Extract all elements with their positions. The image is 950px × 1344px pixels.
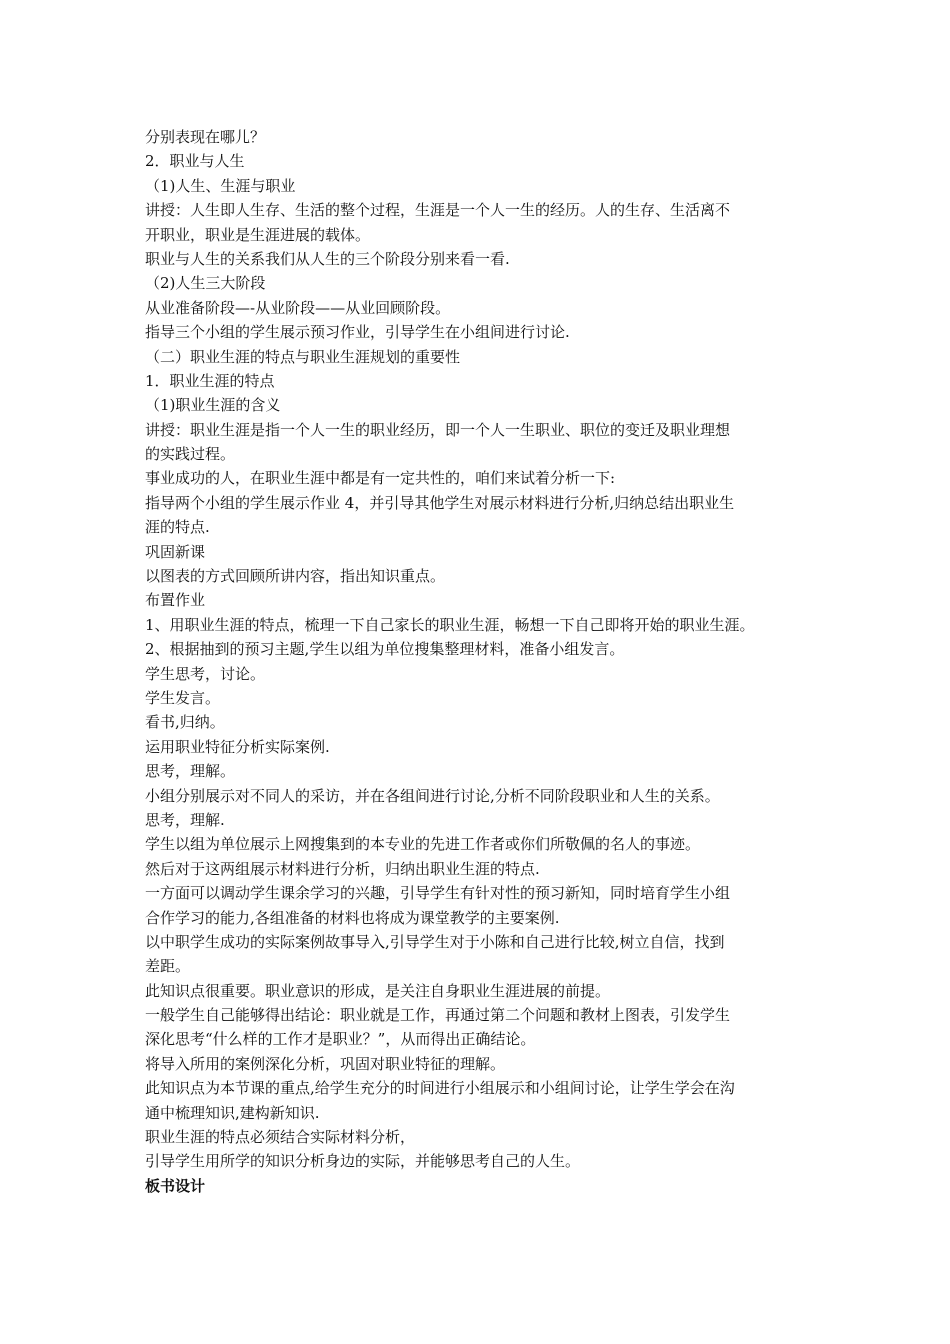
text-line: 1、用职业生涯的特点，梳理一下自己家长的职业生涯，畅想一下自己即将开始的职业生涯。 bbox=[145, 615, 755, 634]
text-line: 一方面可以调动学生课余学习的兴趣，引导学生有针对性的预习新知，同时培育学生小组 bbox=[145, 884, 731, 903]
text-line: 分别表现在哪儿？ bbox=[145, 128, 266, 146]
text-line: 此知识点很重要。职业意识的形成，是关注自身职业生涯进展的前提。 bbox=[145, 981, 611, 1000]
document-body bbox=[145, 125, 835, 1198]
text-line: 指导两个小组的学生展示作业 4，并引导其他学生对展示材料进行分析,归纳总结出职业生 bbox=[145, 493, 735, 512]
text-line: 一般学生自己能够得出结论：职业就是工作，再通过第二个问题和教材上图表，引发学生 bbox=[145, 1006, 731, 1025]
text-line: 指导三个小组的学生展示预习作业，引导学生在小组间进行讨论. bbox=[145, 323, 570, 342]
text-line: 学生以组为单位展示上网搜集到的本专业的先进工作者或你们所敬佩的名人的事迹。 bbox=[145, 835, 701, 854]
text-line: （1)人生、生涯与职业 bbox=[145, 176, 296, 195]
text-line: 深化思考“什么样的工作才是职业？”，从而得出正确结论。 bbox=[145, 1030, 536, 1049]
text-line: 以中职学生成功的实际案例故事导入,引导学生对于小陈和自己进行比较,树立自信，找到 bbox=[145, 932, 725, 951]
text-line: 讲授：职业生涯是指一个人一生的职业经历，即一个人一生职业、职位的变迁及职业理想 bbox=[145, 420, 731, 439]
text-line: 布置作业 bbox=[145, 591, 206, 610]
text-line: 2．职业与人生 bbox=[145, 152, 245, 171]
text-line: 职业与人生的关系我们从人生的三个阶段分别来看一看. bbox=[145, 249, 510, 268]
text-line: 合作学习的能力,各组准备的材料也将成为课堂教学的主要案例. bbox=[145, 908, 560, 927]
text-line: （1)职业生涯的含义 bbox=[145, 396, 281, 415]
text-line: 巩固新课 bbox=[145, 542, 206, 561]
text-line: 学生思考，讨论。 bbox=[145, 664, 266, 683]
text-line: 2、根据抽到的预习主题,学生以组为单位搜集整理材料，准备小组发言。 bbox=[145, 640, 625, 659]
text-line: 1．职业生涯的特点 bbox=[145, 371, 275, 390]
text-line: 将导入所用的案例深化分析，巩固对职业特征的理解。 bbox=[145, 1054, 506, 1073]
text-line: 通中梳理知识,建构新知识. bbox=[145, 1103, 320, 1122]
text-line: 差距。 bbox=[145, 957, 191, 976]
text-line: 此知识点为本节课的重点,给学生充分的时间进行小组展示和小组间讨论，让学生学会在沟 bbox=[145, 1079, 735, 1098]
text-line: 涯的特点. bbox=[145, 518, 210, 537]
text-line: 讲授：人生即人生存、生活的整个过程，生涯是一个人一生的经历。人的生存、生活离不 bbox=[145, 201, 731, 220]
text-line: 学生发言。 bbox=[145, 688, 221, 707]
text-line: 然后对于这两组展示材料进行分析，归纳出职业生涯的特点. bbox=[145, 859, 540, 878]
text-line: 思考，理解. bbox=[145, 810, 225, 829]
text-line: 开职业，职业是生涯进展的载体。 bbox=[145, 225, 371, 244]
text-line: 职业生涯的特点必须结合实际材料分析， bbox=[145, 1128, 416, 1147]
text-line: 的实践过程。 bbox=[145, 445, 236, 464]
text-line: 思考，理解。 bbox=[145, 762, 236, 781]
text-line: 引导学生用所学的知识分析身边的实际，并能够思考自己的人生。 bbox=[145, 1152, 581, 1171]
text-line: （二）职业生涯的特点与职业生涯规划的重要性 bbox=[145, 347, 461, 366]
text-line: 小组分别展示对不同人的采访，并在各组间进行讨论,分析不同阶段职业和人生的关系。 bbox=[145, 786, 720, 805]
text-line: 从业准备阶段—-从业阶段——从业回顾阶段。 bbox=[145, 298, 451, 317]
text-line: 看书,归纳。 bbox=[145, 713, 225, 732]
section-heading: 板书设计 bbox=[145, 1176, 206, 1195]
text-line: 以图表的方式回顾所讲内容，指出知识重点。 bbox=[145, 567, 446, 586]
text-line: （2)人生三大阶段 bbox=[145, 274, 266, 293]
text-line: 运用职业特征分析实际案例. bbox=[145, 737, 330, 756]
text-line: 事业成功的人，在职业生涯中都是有一定共性的，咱们来试着分析一下: bbox=[145, 469, 616, 488]
